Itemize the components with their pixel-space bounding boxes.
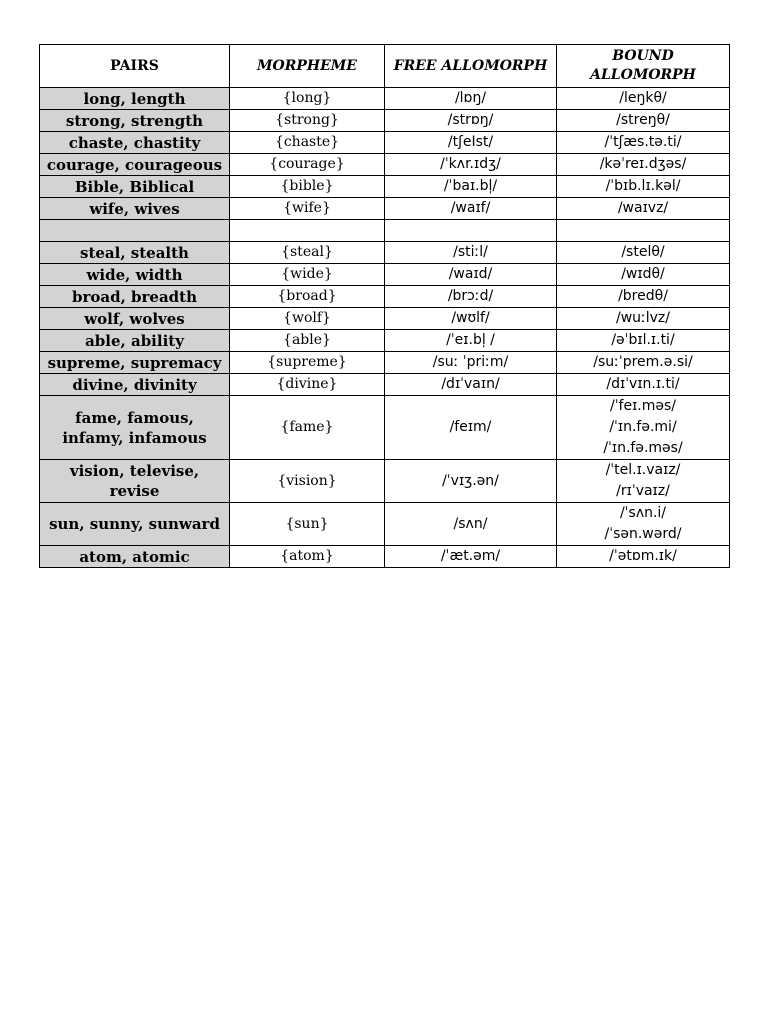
free-allomorph-cell: /ˈvɪʒ.ən/ xyxy=(385,460,557,503)
pair-cell: atom, atomic xyxy=(40,546,230,568)
bound-allomorph-cell: /streŋθ/ xyxy=(557,110,730,132)
table-row xyxy=(40,546,730,568)
bound-allomorph-cell: /dɪˈvɪn.ɪ.ti/ xyxy=(557,374,730,396)
table-row xyxy=(40,352,730,374)
free-allomorph-cell: /ˈæt.əm/ xyxy=(385,546,557,568)
bound-allomorph-cell: /ˈbɪb.lɪ.kəl/ xyxy=(557,176,730,198)
morpheme-cell: {divine} xyxy=(230,374,385,396)
morpheme-cell: {fame} xyxy=(230,396,385,460)
free-allomorph-cell: /ˈeɪ.bl̩ / xyxy=(385,330,557,352)
free-allomorph-cell: /sʌn/ xyxy=(385,503,557,546)
bound-allomorph-cell: /leŋkθ/ xyxy=(557,88,730,110)
table-row xyxy=(40,396,730,460)
table-row xyxy=(40,503,730,546)
pair-cell: wolf, wolves xyxy=(40,308,230,330)
bound-allomorph-cell: /ˈtel.ɪ.vaɪz/ /rɪˈvaɪz/ xyxy=(557,460,730,503)
bound-allomorph-cell: /kəˈreɪ.dʒəs/ xyxy=(557,154,730,176)
table-row xyxy=(40,132,730,154)
morpheme-cell: {atom} xyxy=(230,546,385,568)
bound-allomorph-cell xyxy=(557,220,730,242)
table-row xyxy=(40,330,730,352)
morpheme-cell: {chaste} xyxy=(230,132,385,154)
header-morpheme: MORPHEME xyxy=(230,45,385,88)
pair-cell: steal, stealth xyxy=(40,242,230,264)
table-row xyxy=(40,264,730,286)
bound-allomorph-cell: /ˈətɒm.ɪk/ xyxy=(557,546,730,568)
table-row xyxy=(40,88,730,110)
pair-cell: wife, wives xyxy=(40,198,230,220)
table-body xyxy=(40,88,730,568)
bound-allomorph-cell: /ˈtʃæs.tə.ti/ xyxy=(557,132,730,154)
header-bound-allomorph: BOUND ALLOMORPH xyxy=(557,45,730,88)
bound-allomorph-cell: /ˈsʌn.i/ /ˈsən.wərd/ xyxy=(557,503,730,546)
morpheme-cell: {supreme} xyxy=(230,352,385,374)
morpheme-cell: {bible} xyxy=(230,176,385,198)
bound-allomorph-cell: /bredθ/ xyxy=(557,286,730,308)
pair-cell xyxy=(40,220,230,242)
morpheme-cell: {vision} xyxy=(230,460,385,503)
free-allomorph-cell: /stiːl/ xyxy=(385,242,557,264)
bound-allomorph-cell: /stelθ/ xyxy=(557,242,730,264)
free-allomorph-cell: /ˈkʌr.ɪdʒ/ xyxy=(385,154,557,176)
free-allomorph-cell: /suː ˈpriːm/ xyxy=(385,352,557,374)
table-row xyxy=(40,154,730,176)
table-row xyxy=(40,460,730,503)
pair-cell: chaste, chastity xyxy=(40,132,230,154)
table-row xyxy=(40,176,730,198)
morpheme-cell: {long} xyxy=(230,88,385,110)
pair-cell: divine, divinity xyxy=(40,374,230,396)
pair-cell: Bible, Biblical xyxy=(40,176,230,198)
pair-cell: courage, courageous xyxy=(40,154,230,176)
table-row xyxy=(40,308,730,330)
morpheme-cell: {wife} xyxy=(230,198,385,220)
free-allomorph-cell: /waɪd/ xyxy=(385,264,557,286)
morpheme-cell: {able} xyxy=(230,330,385,352)
header-pairs: PAIRS xyxy=(40,45,230,88)
table-row xyxy=(40,110,730,132)
morpheme-cell: {sun} xyxy=(230,503,385,546)
bound-allomorph-cell: /ˈfeɪ.məs/ /ˈɪn.fə.mi/ /ˈɪn.fə.məs/ xyxy=(557,396,730,460)
bound-allomorph-cell: /əˈbɪl.ɪ.ti/ xyxy=(557,330,730,352)
free-allomorph-cell: /waɪf/ xyxy=(385,198,557,220)
bound-allomorph-cell: /waɪvz/ xyxy=(557,198,730,220)
morpheme-cell: {strong} xyxy=(230,110,385,132)
pair-cell: supreme, supremacy xyxy=(40,352,230,374)
table-row xyxy=(40,374,730,396)
free-allomorph-cell: /wʊlf/ xyxy=(385,308,557,330)
free-allomorph-cell xyxy=(385,220,557,242)
pair-cell: able, ability xyxy=(40,330,230,352)
morpheme-cell xyxy=(230,220,385,242)
table-row xyxy=(40,242,730,264)
header-row xyxy=(40,45,730,88)
pair-cell: strong, strength xyxy=(40,110,230,132)
pair-cell: sun, sunny, sunward xyxy=(40,503,230,546)
table-row xyxy=(40,286,730,308)
table-row xyxy=(40,198,730,220)
morpheme-cell: {broad} xyxy=(230,286,385,308)
free-allomorph-cell: /brɔːd/ xyxy=(385,286,557,308)
pair-cell: long, length xyxy=(40,88,230,110)
free-allomorph-cell: /dɪˈvaɪn/ xyxy=(385,374,557,396)
morpheme-cell: {wolf} xyxy=(230,308,385,330)
free-allomorph-cell: /feɪm/ xyxy=(385,396,557,460)
bound-allomorph-cell: /wuːlvz/ xyxy=(557,308,730,330)
morpheme-cell: {courage} xyxy=(230,154,385,176)
pair-cell: fame, famous, infamy, infamous xyxy=(40,396,230,460)
table-row xyxy=(40,220,730,242)
bound-allomorph-cell: /suːˈprem.ə.si/ xyxy=(557,352,730,374)
header-free-allomorph: FREE ALLOMORPH xyxy=(385,45,557,88)
free-allomorph-cell: /tʃeIst/ xyxy=(385,132,557,154)
pair-cell: broad, breadth xyxy=(40,286,230,308)
free-allomorph-cell: /strɒŋ/ xyxy=(385,110,557,132)
allomorph-table xyxy=(39,44,730,568)
free-allomorph-cell: /lɒŋ/ xyxy=(385,88,557,110)
morpheme-cell: {wide} xyxy=(230,264,385,286)
bound-allomorph-cell: /wɪdθ/ xyxy=(557,264,730,286)
pair-cell: wide, width xyxy=(40,264,230,286)
free-allomorph-cell: /ˈbaɪ.bl̩/ xyxy=(385,176,557,198)
morpheme-cell: {steal} xyxy=(230,242,385,264)
pair-cell: vision, televise, revise xyxy=(40,460,230,503)
